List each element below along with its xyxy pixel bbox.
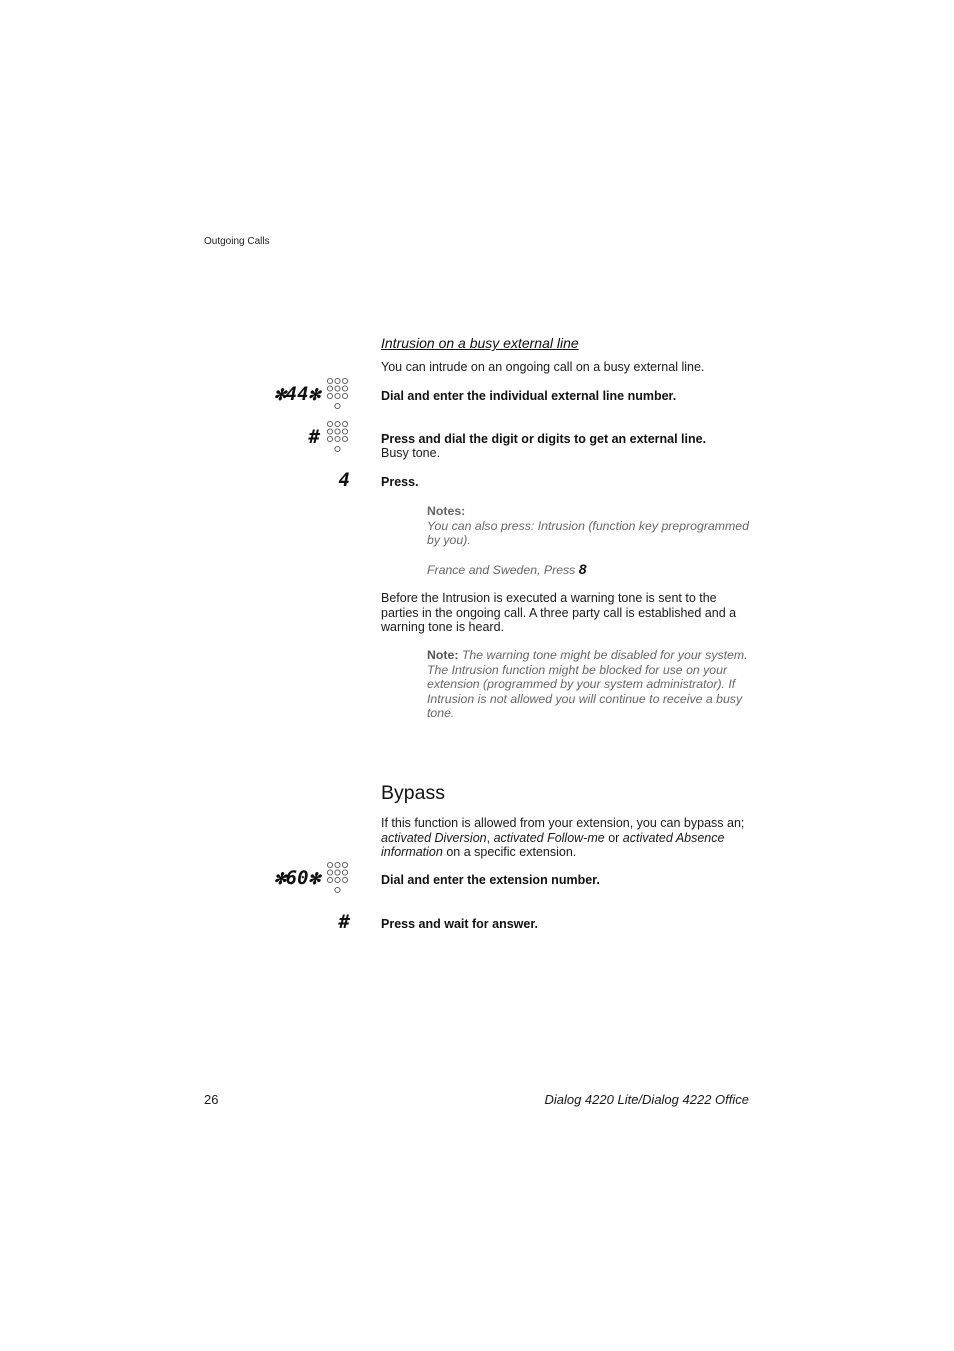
step-dial-digits: Press and dial the digit or digits to get an external line. bbox=[381, 432, 707, 446]
code-hash: # bbox=[308, 426, 320, 448]
keypad-icon bbox=[326, 377, 350, 411]
step-dial-line-number: Dial and enter the individual external line number. bbox=[381, 389, 677, 403]
bypass-intro-absence: activated Absence information bbox=[381, 830, 725, 859]
product-name: Dialog 4220 Lite/Dialog 4222 Office bbox=[544, 1092, 749, 1107]
subsection-title: Intrusion on a busy external line bbox=[381, 335, 579, 351]
notes-text: You can also press: Intrusion (function key preprogrammed by you). bbox=[427, 518, 749, 547]
code-hash: # bbox=[338, 911, 350, 933]
note-label: Note: bbox=[427, 648, 459, 662]
step-wait-answer: Press and wait for answer. bbox=[381, 917, 539, 931]
section-title: Bypass bbox=[381, 782, 445, 804]
bypass-intro-4: on a specific extension. bbox=[442, 845, 577, 859]
code-star-44-star: ✻44✻ bbox=[274, 383, 320, 405]
notes-france-prefix: France and Sweden, Press bbox=[427, 562, 579, 577]
warning-paragraph: Before the Intrusion is executed a warning tone is sent to the parties in the ongoing call. A three party call is established and a warning tone is heard. bbox=[381, 591, 737, 634]
note-text: The warning tone might be disabled for your system. The Intrusion function might be blocked for use on your extension (programmed by your system administrator). If Intrusion is not allowed you will continue to receive a busy tone. bbox=[427, 648, 748, 720]
intrusion-intro: You can intrude on an ongoing call on a busy external line. bbox=[381, 360, 705, 374]
step-press: Press. bbox=[381, 475, 419, 489]
keypad-icon bbox=[326, 420, 350, 454]
notes-france-sweden bbox=[427, 562, 757, 578]
busy-tone-text: Busy tone. bbox=[381, 446, 441, 460]
page-number: 26 bbox=[204, 1092, 219, 1107]
note-block bbox=[427, 648, 757, 721]
bypass-intro-3: or bbox=[604, 830, 623, 845]
code-star-60-star: ✻60✻ bbox=[274, 867, 320, 889]
bypass-intro-diversion: activated Diversion bbox=[381, 830, 487, 845]
notes-france-key: 8 bbox=[578, 560, 587, 577]
section-label: Outgoing Calls bbox=[204, 236, 270, 247]
step-dial-extension: Dial and enter the extension number. bbox=[381, 873, 600, 887]
bypass-intro-follow-me: activated Follow-me bbox=[493, 830, 605, 845]
bypass-intro-2: , bbox=[486, 830, 494, 845]
bypass-intro-1: If this function is allowed from your extension, you can bypass an; bbox=[381, 816, 745, 830]
notes-label: Notes: bbox=[427, 504, 466, 518]
keypad-icon bbox=[326, 861, 350, 895]
code-4: 4 bbox=[338, 469, 350, 491]
bypass-intro bbox=[381, 816, 753, 860]
notes-block bbox=[427, 504, 757, 577]
